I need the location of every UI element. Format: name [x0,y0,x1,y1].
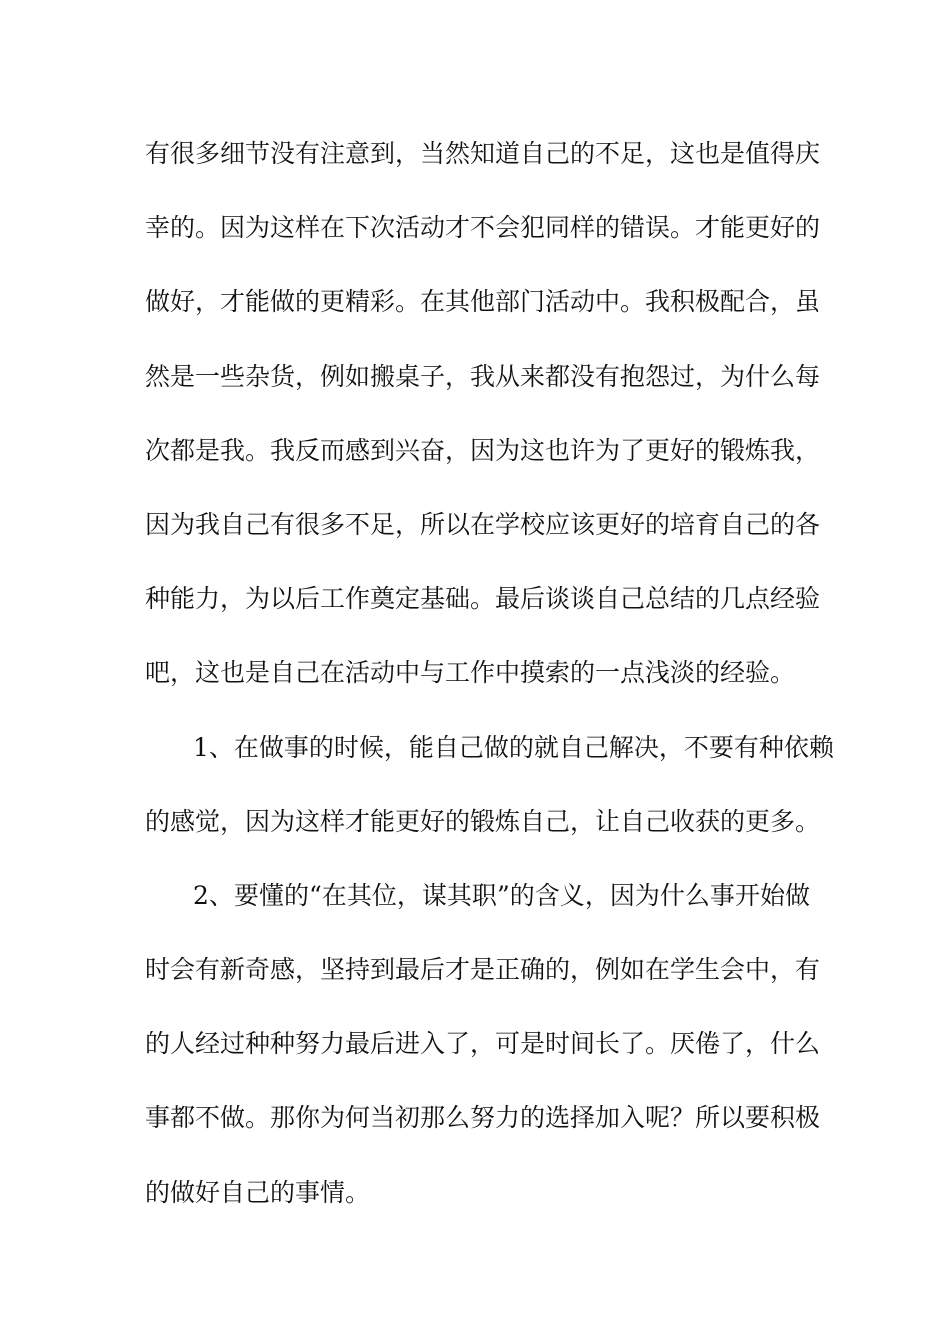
text-line: 的做好自己的事情。 [145,1177,371,1207]
text-line: 时会有新奇感，坚持到最后才是正确的，例如在学生会中，有 [145,955,821,985]
body-text [145,132,834,1245]
text-line: 2、要懂的“在其位，谋其职”的含义，因为什么事开始做 [193,880,810,910]
text-line: 的人经过种种努力最后进入了，可是时间长了。厌倦了，什么 [145,1029,821,1059]
text-line: 次都是我。我反而感到兴奋，因为这也许为了更好的锻炼我， [145,435,821,465]
text-line: 种能力，为以后工作奠定基础。最后谈谈自己总结的几点经验 [145,584,821,614]
text-line: 吧，这也是自己在活动中与工作中摸索的一点浅淡的经验。 [145,658,796,688]
text-line: 然是一些杂货，例如搬桌子，我从来都没有抱怨过，为什么每 [145,361,821,391]
text-line: 做好，才能做的更精彩。在其他部门活动中。我积极配合，虽 [145,287,821,317]
text-line: 有很多细节没有注意到，当然知道自己的不足，这也是值得庆 [145,139,821,168]
text-line: 1、在做事的时候，能自己做的就自己解决，不要有种依赖 [193,732,834,762]
text-line: 因为我自己有很多不足，所以在学校应该更好的培育自己的各 [145,509,821,539]
text-line: 幸的。因为这样在下次活动才不会犯同样的错误。才能更好的 [145,213,821,243]
text-line: 的感觉，因为这样才能更好的锻炼自己，让自己收获的更多。 [145,806,821,836]
text-line: 事都不做。那你为何当初那么努力的选择加入呢？所以要积极 [145,1103,821,1133]
